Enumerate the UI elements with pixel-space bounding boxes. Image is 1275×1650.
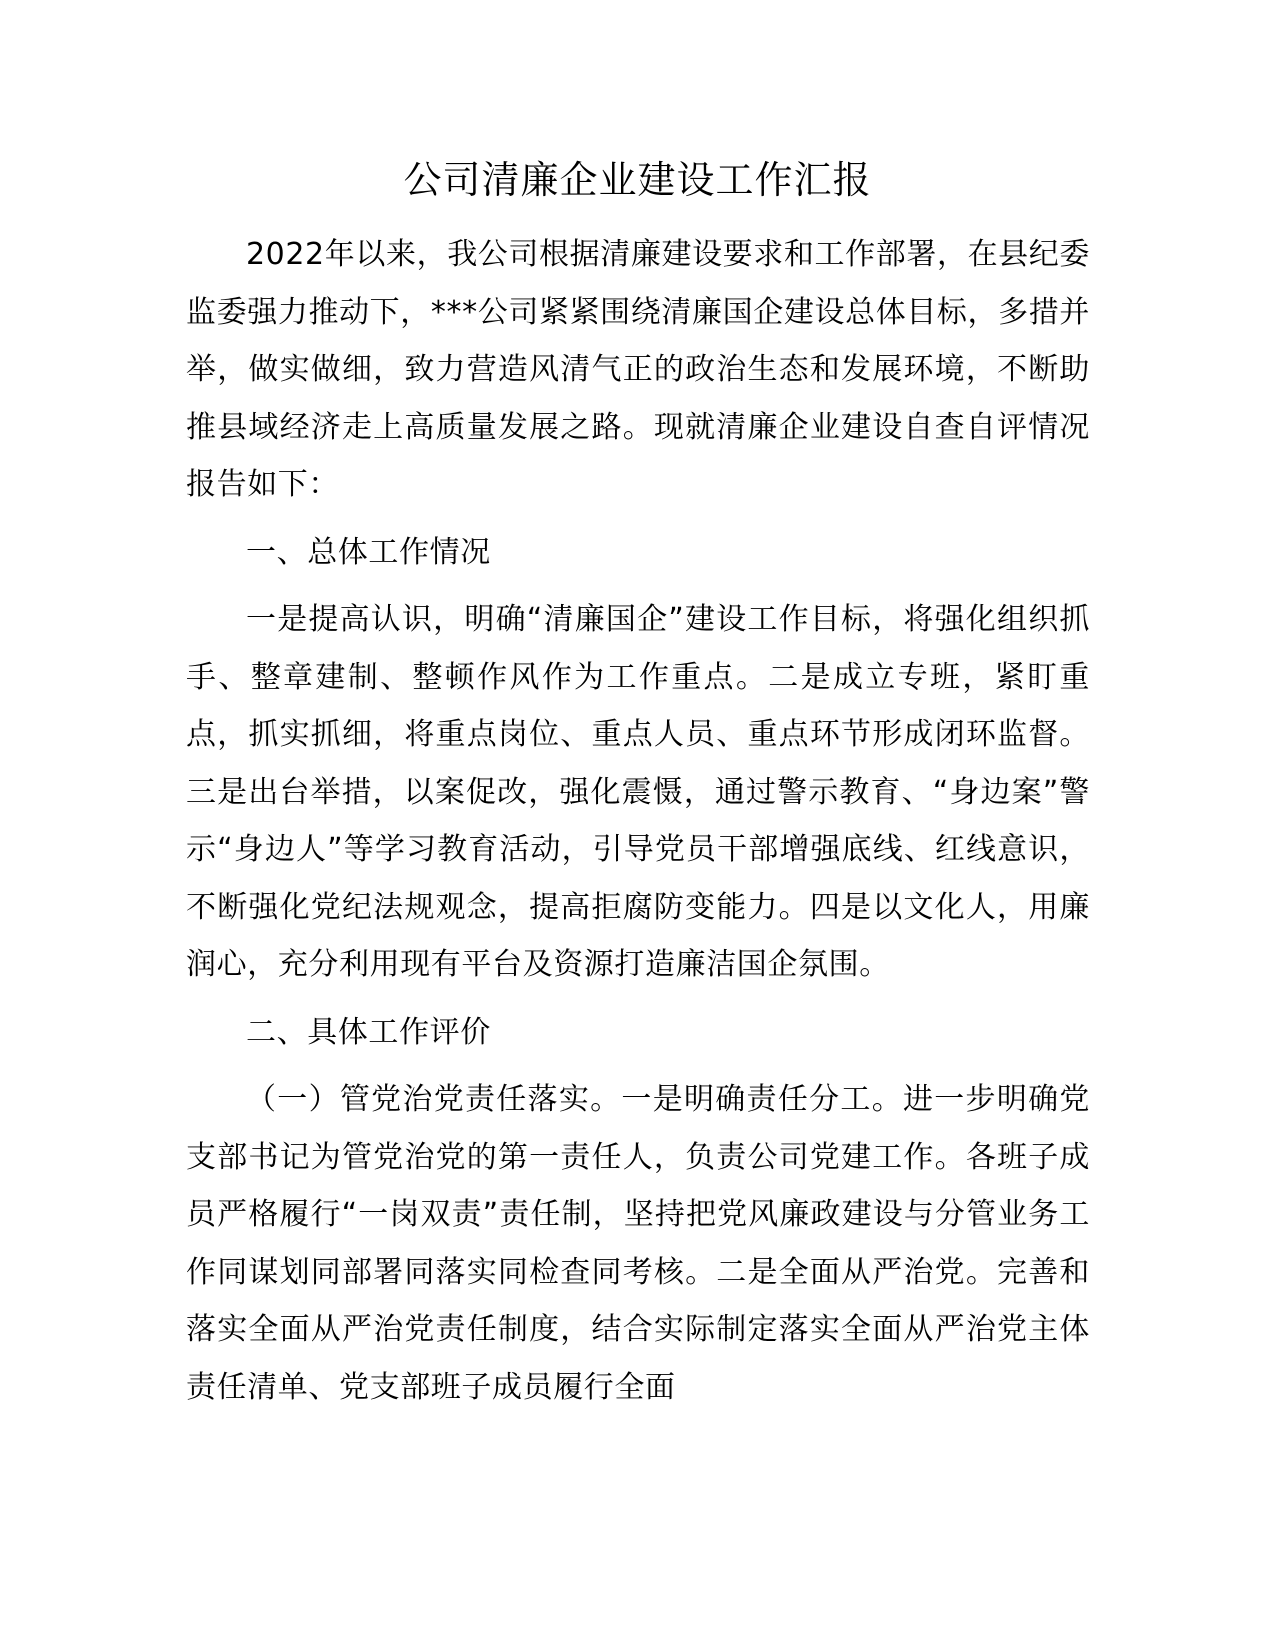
section-heading-overall: 一、总体工作情况 — [246, 534, 491, 570]
intro-paragraph: 2022年以来，我公司根据清廉建设要求和工作部署，在县纪委监委强力推动下，***公司紧紧围绕清廉国企建设总体目标，多措并举，做实做细，致力营造风清气正的政治生态和发展环境，不断助推县域经济走上高质量发展之路。现就清廉企业建设自查自评情况报告如下： — [186, 237, 1090, 502]
section-body-overall: 一是提高认识，明确“清廉国企”建设工作目标，将强化组织抓手、整章建制、整顿作风作为工作重点。二是成立专班，紧盯重点，抓实抓细，将重点岗位、重点人员、重点环节形成闭环监督。三是出台举措，以案促改，强化震慑，通过警示教育、“身边案”警示“身边人”等学习教育活动，引导党员干部增强底线、红线意识，不断强化党纪法规观念，提高拒腐防变能力。四是以文化人，用廉润心，充分利用现有平台及资源打造廉洁国企氛围。 — [186, 602, 1090, 982]
document-title: 公司清廉企业建设工作汇报 — [403, 158, 872, 202]
section-body-evaluation: （一）管党治党责任落实。一是明确责任分工。进一步明确党支部书记为管党治党的第一责任人，负责公司党建工作。各班子成员严格履行“一岗双责”责任制，坚持把党风廉政建设与分管业务工作同谋划同部署同落实同检查同考核。二是全面从严治党。完善和落实全面从严治党责任制度，结合实际制定落实全面从严治党主体责任清单、党支部班子成员履行全面 — [186, 1082, 1090, 1405]
document-body — [186, 226, 1090, 1416]
section-heading-evaluation: 二、具体工作评价 — [246, 1014, 491, 1050]
